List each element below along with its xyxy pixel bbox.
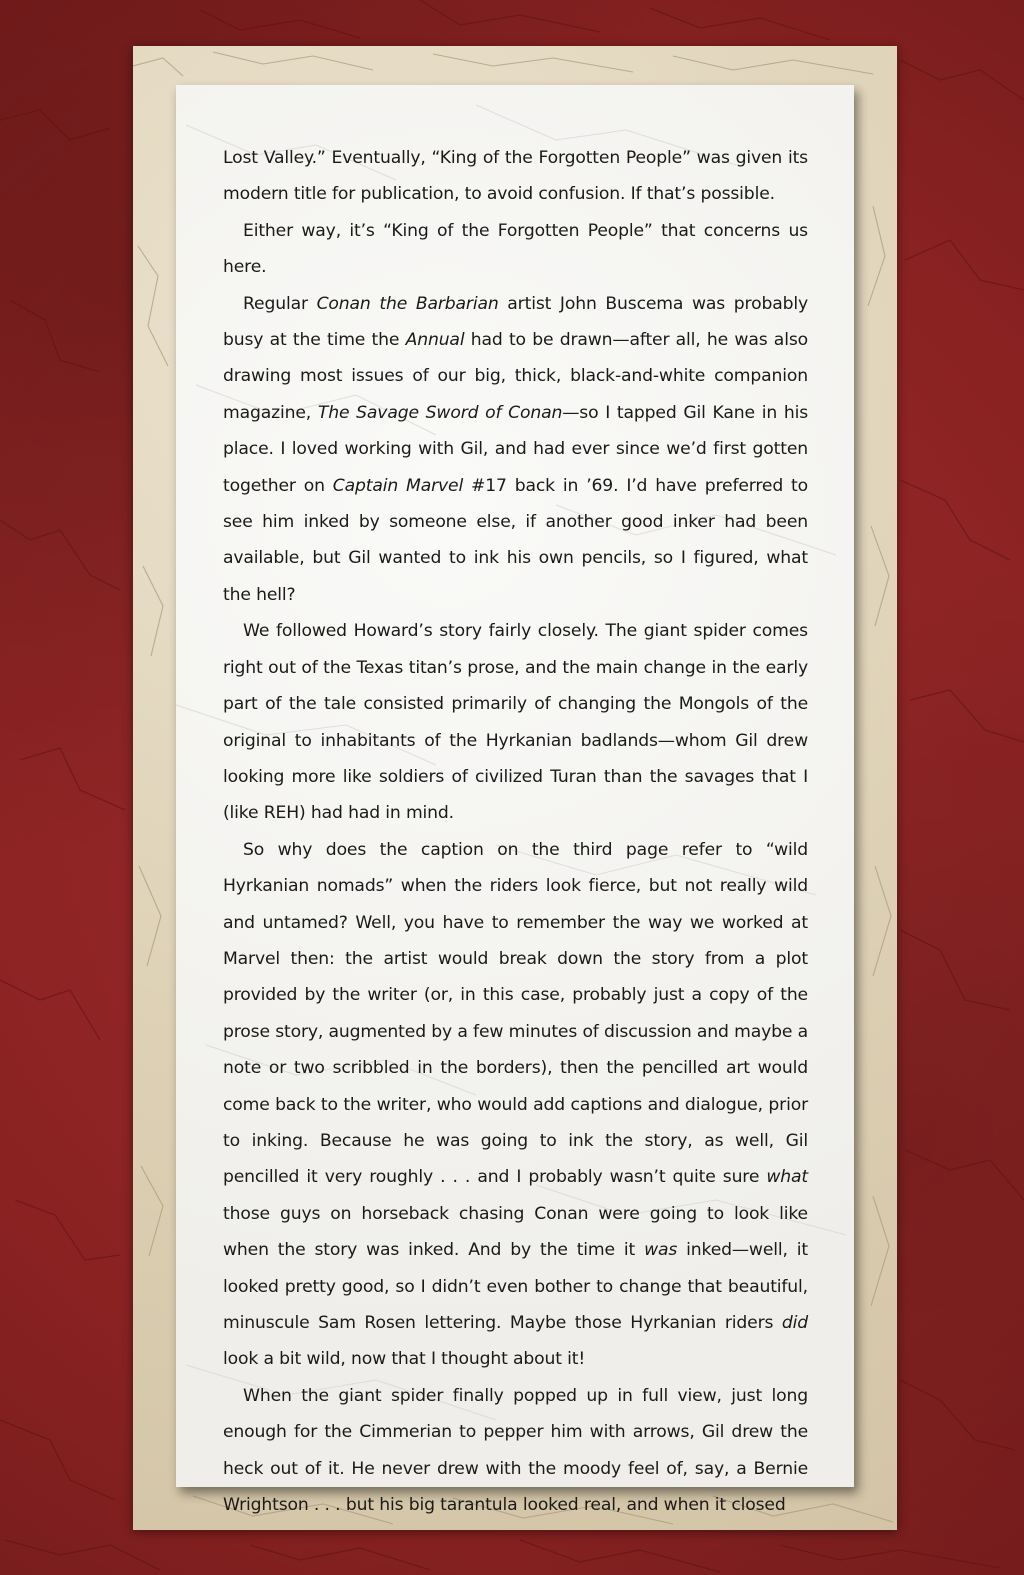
paragraph-text: had to be drawn—after all, he was also drawing most issues of our big, thick, black-and-white companion magazine, — [223, 330, 808, 423]
paragraph — [223, 832, 808, 1378]
italic-title-text: did — [781, 1313, 808, 1333]
italic-title-text: Conan the Barbarian — [316, 293, 499, 314]
article-body — [223, 140, 808, 1523]
paragraph — [223, 213, 808, 286]
paragraph-text: artist John Buscema was probably busy at the time the — [223, 293, 808, 351]
italic-title-text: what — [766, 1167, 808, 1188]
italic-title-text: Captain Marvel — [332, 475, 464, 496]
paragraph — [223, 1378, 808, 1524]
italic-title-text: was — [644, 1240, 678, 1261]
paragraph-text: Regular — [243, 293, 317, 314]
paragraph — [223, 286, 808, 614]
paragraph-text: We followed Howard’s story fairly closely. The giant spider comes right out of the Texas titan’s prose, and the main change in the early part of the tale consisted primarily of changing the Mongols of the original to inhabitants of the Hyrkanian badlands—whom Gil drew looking more like soldiers of civilized Turan than the savages that I (like REH) had had in mind. — [223, 621, 808, 824]
paragraph — [223, 613, 808, 831]
paragraph — [223, 140, 808, 213]
paragraph-text: —so I tapped Gil Kane in his place. I loved working with Gil, and had ever since we’d first gotten together on — [223, 402, 809, 496]
paragraph-text: When the giant spider finally popped up in full view, just long enough for the Cimmerian to pepper him with arrows, Gil drew the heck out of it. He never drew with the moody feel of, say, a Bernie Wrightson . . . but his big tarantula looked real, and when it closed — [223, 1385, 808, 1516]
italic-title-text: Annual — [405, 330, 465, 351]
paragraph-text: Either way, it’s “King of the Forgotten People” that concerns us here. — [223, 220, 808, 278]
paragraph-text: look a bit wild, now that I thought about it! — [223, 1349, 586, 1370]
paragraph-text: those guys on horseback chasing Conan were going to look like when the story was inked. And by the time it — [223, 1203, 808, 1261]
paragraph-text: So why does the caption on the third page refer to “wild Hyrkanian nomads” when the riders look fierce, but not really wild and untamed? Well, you have to remember the way we worked at Marvel then: the artist would break down the story from a plot provided by the writer (or, in this case, probably just a copy of the prose story, augmented by a few minutes of discussion and maybe a note or two scribbled in the borders), then the pencilled art would come back to the writer, who would add captions and dialogue, prior to inking. Because he was going to ink the story, as well, Gil pencilled it very roughly . . . and I probably wasn’t quite sure — [223, 839, 808, 1188]
paragraph-text: Lost Valley.” Eventually, “King of the Forgotten People” was given its modern title for publication, to avoid confusion. If that’s possible. — [223, 148, 808, 205]
italic-title-text: The Savage Sword of Conan — [317, 402, 563, 423]
paragraph-text: inked—well, it looked pretty good, so I didn’t even bother to change that beautiful, minuscule Sam Rosen lettering. Maybe those Hyrkanian riders — [223, 1240, 808, 1333]
paragraph-text: #17 back in ’69. I’d have preferred to see him inked by someone else, if another good inker had been available, but Gil wanted to ink his own pencils, so I figured, what the hell? — [223, 475, 808, 605]
